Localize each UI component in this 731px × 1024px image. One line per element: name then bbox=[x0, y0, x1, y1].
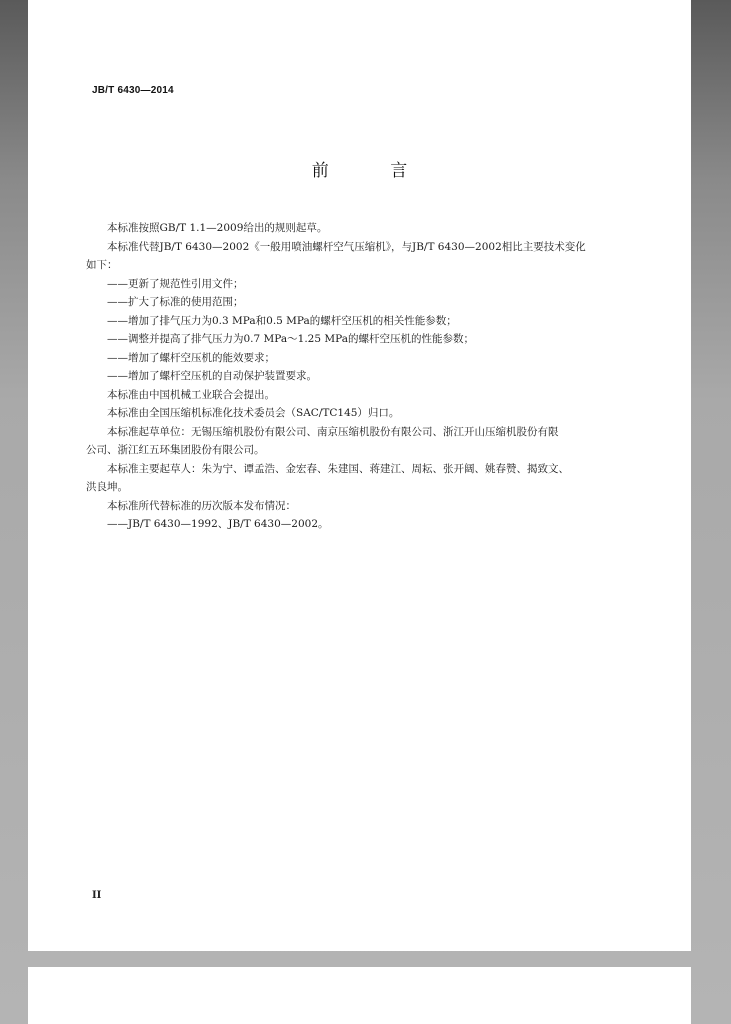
paragraph-drafting-units-line1: 本标准起草单位：无锡压缩机股份有限公司、南京压缩机股份有限公司、浙江开山压缩机股份有限 bbox=[107, 425, 559, 438]
change-item: ——更新了规范性引用文件； bbox=[107, 277, 244, 290]
foreword-body bbox=[86, 219, 626, 534]
paragraph-drafting-units-line2: 公司、浙江红五环集团股份有限公司。 bbox=[86, 444, 265, 456]
paragraph-history-intro: 本标准所代替标准的历次版本发布情况： bbox=[107, 499, 296, 512]
paragraph-drafters-line2: 洪良坤。 bbox=[86, 481, 128, 493]
page-title: 前 言 bbox=[311, 161, 436, 181]
paragraph-replacement-line2: 如下： bbox=[86, 259, 118, 271]
paragraph-replacement-line1: 本标准代替JB/T 6430—2002《一般用喷油螺杆空气压缩机》，与JB/T 6430—2002相比主要技术变化 bbox=[107, 240, 586, 253]
paragraph-drafters-line1: 本标准主要起草人：朱为宁、谭孟浩、金宏春、朱建国、蒋建江、周耘、张开阔、姚春赞、揭致文、 bbox=[107, 462, 569, 475]
paragraph-history-versions: ——JB/T 6430—1992、JB/T 6430—2002。 bbox=[107, 518, 329, 530]
change-item: ——增加了排气压力为0.3 MPa和0.5 MPa的螺杆空压机的相关性能参数； bbox=[107, 314, 457, 327]
paragraph-committee: 本标准由全国压缩机标准化技术委员会（SAC/TC145）归口。 bbox=[107, 407, 400, 419]
change-item: ——增加了螺杆空压机的自动保护装置要求。 bbox=[107, 370, 317, 382]
paragraph-proposer: 本标准由中国机械工业联合会提出。 bbox=[107, 388, 275, 401]
page-number: II bbox=[92, 890, 102, 901]
next-document-page bbox=[28, 967, 691, 1024]
document-number: JB/T 6430—2014 bbox=[92, 85, 174, 96]
change-item: ——调整并提高了排气压力为0.7 MPa～1.25 MPa的螺杆空压机的性能参数； bbox=[107, 333, 474, 345]
change-item: ——增加了螺杆空压机的能效要求； bbox=[107, 351, 275, 364]
paragraph-drafting-rule: 本标准按照GB/T 1.1—2009给出的规则起草。 bbox=[107, 222, 328, 234]
document-page bbox=[28, 0, 691, 951]
change-item: ——扩大了标准的使用范围； bbox=[107, 296, 244, 308]
